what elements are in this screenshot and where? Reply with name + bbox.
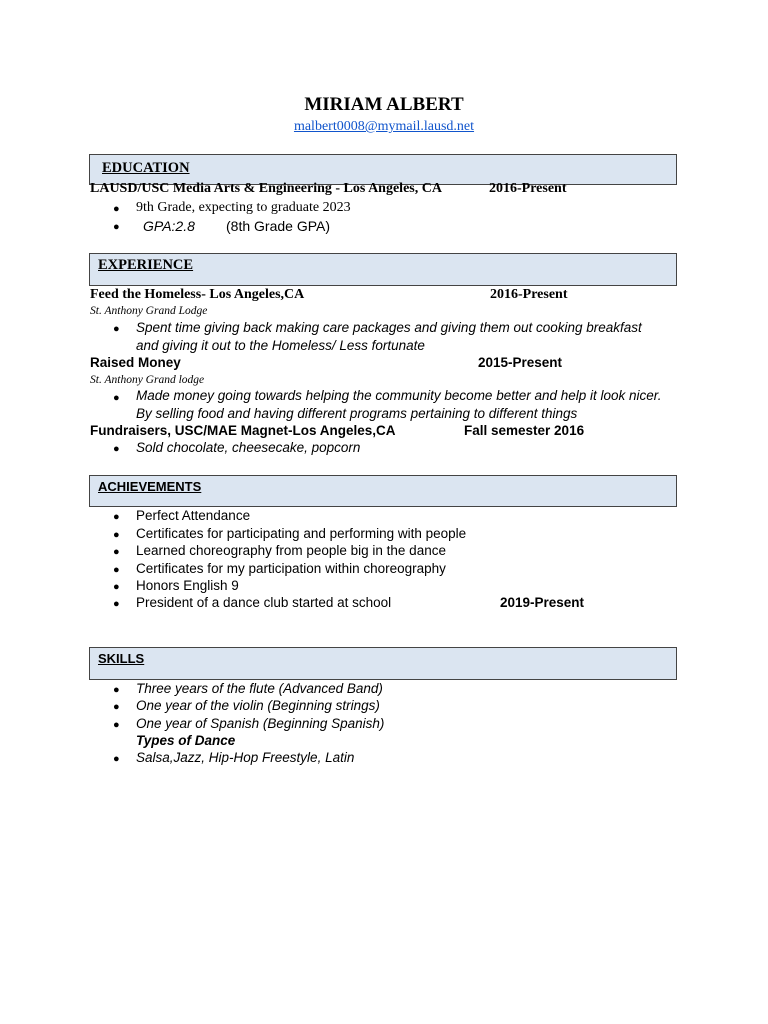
email-link[interactable]: malbert0008@mymail.lausd.net — [293, 119, 475, 134]
experience-role: Fundraisers, USC/MAE Magnet-Los Angeles,CA — [90, 423, 396, 438]
skills-section-header — [89, 647, 677, 680]
bullet-icon: ● — [113, 719, 120, 731]
bullet-icon: ● — [113, 511, 120, 523]
bullet-icon: ● — [113, 221, 120, 233]
education-gpa-note: (8th Grade GPA) — [226, 218, 331, 234]
section-title-education: EDUCATION — [102, 160, 190, 176]
education-bullet-grade: 9th Grade, expecting to graduate 2023 — [136, 200, 351, 215]
bullet-icon: ● — [113, 392, 120, 404]
experience-dates: 2016-Present — [490, 287, 568, 302]
dance-item: Salsa,Jazz, Hip-Hop Freestyle, Latin — [136, 750, 355, 765]
experience-dates: Fall semester 2016 — [464, 423, 585, 438]
achievement-item: Certificates for my participation within choreography — [136, 561, 446, 576]
experience-org: St. Anthony Grand lodge — [90, 374, 205, 386]
dance-heading: Types of Dance — [136, 733, 236, 748]
bullet-icon: ● — [113, 564, 120, 576]
bullet-icon: ● — [113, 546, 120, 558]
achievements-section-header — [89, 475, 677, 507]
section-title-achievements: ACHIEVEMENTS — [98, 479, 202, 494]
bullet-icon: ● — [113, 203, 120, 215]
experience-desc-line: By selling food and having different programs pertaining to different things — [136, 406, 578, 421]
achievement-item: Certificates for participating and performing with people — [136, 526, 467, 541]
experience-role: Raised Money — [90, 355, 181, 370]
achievement-item: President of a dance club started at school — [136, 595, 392, 610]
experience-desc-line: Sold chocolate, cheesecake, popcorn — [136, 440, 361, 455]
resume-name: MIRIAM ALBERT — [304, 94, 464, 115]
bullet-icon: ● — [113, 701, 120, 713]
experience-role: Feed the Homeless- Los Angeles,CA — [90, 287, 305, 302]
education-school: LAUSD/USC Media Arts & Engineering - Los Angeles, CA — [90, 181, 442, 196]
bullet-icon: ● — [113, 753, 120, 765]
achievement-dates: 2019-Present — [500, 595, 585, 610]
experience-desc-line: and giving it out to the Homeless/ Less fortunate — [136, 338, 425, 353]
achievement-item: Perfect Attendance — [136, 508, 251, 523]
skill-item: Three years of the flute (Advanced Band) — [136, 681, 383, 696]
bullet-icon: ● — [113, 529, 120, 541]
section-title-skills: SKILLS — [98, 651, 145, 666]
bullet-icon: ● — [113, 598, 120, 610]
experience-org: St. Anthony Grand Lodge — [90, 305, 208, 317]
bullet-icon: ● — [113, 443, 120, 455]
bullet-icon: ● — [113, 684, 120, 696]
bullet-icon: ● — [113, 581, 120, 593]
skill-item: One year of the violin (Beginning strings) — [136, 698, 380, 713]
experience-desc-line: Made money going towards helping the community become better and help it look nicer. — [136, 388, 662, 403]
achievement-item: Learned choreography from people big in the dance — [136, 543, 446, 558]
section-title-experience: EXPERIENCE — [98, 257, 194, 273]
experience-section-header — [89, 253, 677, 286]
education-dates: 2016-Present — [489, 181, 567, 196]
achievement-item: Honors English 9 — [136, 578, 239, 593]
experience-desc-line: Spent time giving back making care packages and giving them out cooking breakfast — [136, 320, 642, 335]
bullet-icon: ● — [113, 323, 120, 335]
skill-item: One year of Spanish (Beginning Spanish) — [136, 716, 385, 731]
experience-dates: 2015-Present — [478, 355, 563, 370]
education-bullet-gpa: GPA:2.8 — [143, 218, 195, 234]
